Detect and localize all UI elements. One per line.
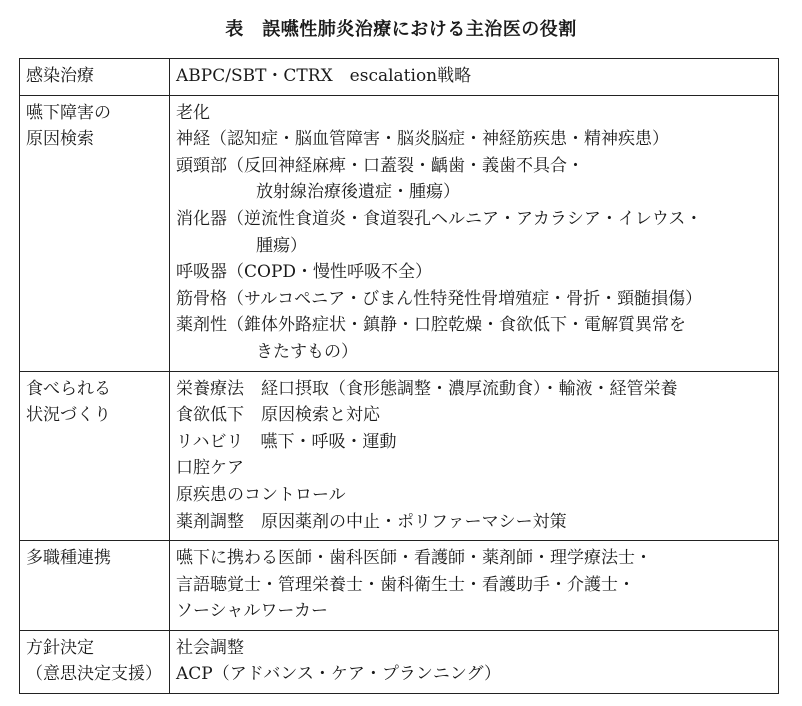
row-content-cell bbox=[170, 95, 779, 371]
content-line: ソーシャルワーカー bbox=[176, 601, 328, 622]
content-line: 薬剤調整 原因薬剤の中止・ポリファーマシー対策 bbox=[176, 511, 567, 532]
row-header-text: 感染治療 bbox=[26, 66, 94, 86]
row-header-text: 嚥下障害の bbox=[26, 102, 111, 123]
roles-table bbox=[19, 58, 779, 694]
content-line: 頭頸部（反回神経麻痺・口蓋裂・齲歯・義歯不具合・ bbox=[176, 155, 584, 176]
content-line: 口腔ケア bbox=[176, 458, 244, 479]
row-header-text: 状況づくり bbox=[26, 405, 111, 426]
content-line: ABPC/SBT・CTRX escalation戦略 bbox=[176, 66, 472, 86]
row-header-text: 多職種連携 bbox=[26, 548, 111, 569]
content-line: 食欲低下 原因検索と対応 bbox=[176, 405, 380, 426]
content-line: 腫瘍） bbox=[256, 235, 307, 256]
row-header-text: 原因検索 bbox=[26, 129, 94, 150]
table-row bbox=[20, 630, 779, 693]
content-line: 呼吸器（COPD・慢性呼吸不全） bbox=[176, 262, 433, 283]
content-line: 神経（認知症・脳血管障害・脳炎脳症・神経筋疾患・精神疾患） bbox=[176, 129, 669, 150]
content-line: 放射線治療後遺症・腫瘍） bbox=[256, 182, 460, 203]
table-title: 表 誤嚥性肺炎治療における主治医の役割 bbox=[225, 19, 577, 40]
content-line: 筋骨格（サルコペニア・びまん性特発性骨増殖症・骨折・頸髄損傷） bbox=[176, 288, 703, 309]
row-header-cell bbox=[20, 371, 170, 541]
content-line: リハビリ 嚥下・呼吸・運動 bbox=[176, 431, 397, 452]
row-content-cell bbox=[170, 371, 779, 541]
row-header-cell bbox=[20, 95, 170, 371]
content-line: 言語聴覚士・管理栄養士・歯科衛生士・看護助手・介護士・ bbox=[176, 574, 635, 595]
content-line: 薬剤性（錐体外路症状・鎮静・口腔乾燥・食欲低下・電解質異常を bbox=[176, 315, 686, 336]
content-line: ACP（アドバンス・ケア・プランニング） bbox=[176, 664, 502, 685]
row-header-text: （意思決定支援） bbox=[26, 664, 162, 685]
content-line: きたすもの） bbox=[256, 341, 358, 362]
table-row bbox=[20, 59, 779, 96]
row-header-text: 方針決定 bbox=[26, 637, 94, 658]
row-content-cell bbox=[170, 541, 779, 631]
row-header-cell bbox=[20, 59, 170, 96]
row-header-cell bbox=[20, 630, 170, 693]
row-content-cell bbox=[170, 630, 779, 693]
row-content-cell bbox=[170, 59, 779, 96]
content-line: 老化 bbox=[176, 102, 210, 123]
content-line: 社会調整 bbox=[176, 637, 244, 658]
content-line: 栄養療法 経口摂取（食形態調整・濃厚流動食）・輸液・経管栄養 bbox=[176, 378, 678, 399]
table-row bbox=[20, 371, 779, 541]
table-row bbox=[20, 95, 779, 371]
row-header-cell bbox=[20, 541, 170, 631]
table-row bbox=[20, 541, 779, 631]
content-line: 原疾患のコントロール bbox=[176, 484, 346, 505]
table-body bbox=[20, 59, 779, 694]
content-line: 嚥下に携わる医師・歯科医師・看護師・薬剤師・理学療法士・ bbox=[176, 548, 652, 569]
content-line: 消化器（逆流性食道炎・食道裂孔ヘルニア・アカラシア・イレウス・ bbox=[176, 208, 703, 229]
row-header-text: 食べられる bbox=[26, 378, 111, 399]
